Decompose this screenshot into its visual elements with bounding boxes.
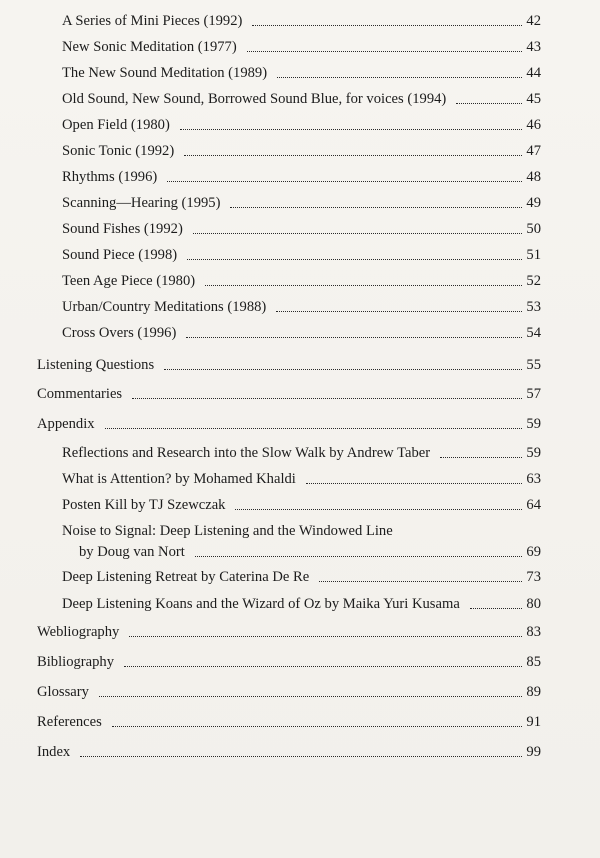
dot-leader (99, 695, 523, 697)
dot-leader (195, 555, 523, 557)
toc-entry[interactable] (62, 444, 541, 462)
toc-entry-references[interactable] (37, 713, 541, 731)
toc-entry-title: Posten Kill by TJ Szewczak (62, 497, 226, 513)
dot-leader (184, 154, 522, 156)
toc-entry-title: Listening Questions (37, 357, 155, 373)
toc-entry-page: 59 (526, 416, 541, 432)
toc-entry-page: 69 (526, 544, 541, 560)
toc-entry-page: 47 (526, 143, 541, 159)
toc-entry-page: 59 (526, 445, 541, 461)
dot-leader (129, 635, 522, 637)
toc-entry-page: 91 (526, 714, 541, 730)
toc-entry-page: 50 (526, 221, 541, 237)
dot-leader (440, 456, 522, 458)
toc-entry-page: 45 (526, 91, 541, 107)
toc-entry[interactable] (62, 324, 541, 342)
toc-entry-title: Deep Listening Koans and the Wizard of Oz by Maika Yuri Kusama (62, 596, 460, 612)
toc-entry-title: Reflections and Research into the Slow Walk by Andrew Taber (62, 445, 431, 461)
toc-entry-page: 63 (526, 471, 541, 487)
toc-entry-title: Appendix (37, 416, 95, 432)
toc-entry[interactable] (62, 220, 541, 238)
toc-entry-webliography[interactable] (37, 623, 541, 641)
toc-entry-glossary[interactable] (37, 683, 541, 701)
toc-entry-title: Noise to Signal: Deep Listening and the Windowed Line (62, 523, 393, 539)
toc-entry-page: 46 (526, 117, 541, 133)
dot-leader (80, 755, 522, 757)
toc-entry-title: What is Attention? by Mohamed Khaldi (62, 471, 296, 487)
dot-leader (247, 50, 523, 52)
toc-entry-title: Index (37, 744, 71, 760)
toc-entry-page: 99 (526, 744, 541, 760)
toc-entry-page: 53 (526, 299, 541, 315)
dot-leader (276, 310, 522, 312)
toc-entry-title-line2: by Doug van Nort (79, 544, 185, 560)
toc-entry-title: Commentaries (37, 386, 123, 402)
toc-entry-title: Old Sound, New Sound, Borrowed Sound Blue, for voices (1994) (62, 91, 447, 107)
toc-entry-title: Rhythms (1996) (62, 169, 158, 185)
toc-entry-title: Bibliography (37, 654, 115, 670)
toc-entry-page: 49 (526, 195, 541, 211)
toc-entry[interactable] (62, 194, 541, 212)
dot-leader (112, 725, 523, 727)
toc-entry-page: 48 (526, 169, 541, 185)
toc-entry-title: New Sonic Meditation (1977) (62, 39, 237, 55)
toc-entry-continuation (62, 543, 541, 561)
toc-entry[interactable] (62, 298, 541, 316)
dot-leader (132, 397, 522, 399)
toc-entry-title: The New Sound Meditation (1989) (62, 65, 268, 81)
toc-entry[interactable] (62, 142, 541, 160)
toc-entry-title: Teen Age Piece (1980) (62, 273, 196, 289)
toc-entry-listening-questions[interactable] (37, 356, 541, 374)
toc-entry-page: 89 (526, 684, 541, 700)
dot-leader (277, 76, 522, 78)
toc-entry-page: 54 (526, 325, 541, 341)
toc-entry-title: Glossary (37, 684, 89, 700)
toc-entry-page: 64 (526, 497, 541, 513)
toc-entry-title: Sound Piece (1998) (62, 247, 178, 263)
toc-entry-bibliography[interactable] (37, 653, 541, 671)
dot-leader (470, 607, 523, 609)
toc-entry[interactable] (62, 38, 541, 56)
toc-entry-title: Sound Fishes (1992) (62, 221, 183, 237)
dot-leader (319, 580, 522, 582)
toc-entry-page: 42 (526, 13, 541, 29)
toc-entry-page: 51 (526, 247, 541, 263)
toc-entry[interactable] (62, 470, 541, 488)
toc-entry[interactable] (62, 64, 541, 82)
toc-entry[interactable] (62, 568, 541, 586)
dot-leader (205, 284, 522, 286)
toc-entry[interactable] (62, 496, 541, 514)
dot-leader (230, 206, 522, 208)
toc-entry-page: 43 (526, 39, 541, 55)
toc-entry[interactable] (62, 168, 541, 186)
toc-entry[interactable] (62, 595, 541, 613)
dot-leader (252, 24, 522, 26)
toc-entry[interactable] (62, 12, 541, 30)
toc-entry-page: 44 (526, 65, 541, 81)
dot-leader (235, 508, 522, 510)
toc-entry-page: 80 (526, 596, 541, 612)
toc-entry-page: 85 (526, 654, 541, 670)
toc-entry[interactable] (62, 522, 541, 561)
toc-entry-page: 73 (526, 569, 541, 585)
dot-leader (105, 427, 523, 429)
toc-entry-title: References (37, 714, 102, 730)
dot-leader (167, 180, 522, 182)
toc-entry-title: Sonic Tonic (1992) (62, 143, 175, 159)
dot-leader (187, 258, 522, 260)
dot-leader (186, 336, 522, 338)
dot-leader (193, 232, 523, 234)
toc-entry-page: 57 (526, 386, 541, 402)
dot-leader (456, 102, 522, 104)
dot-leader (180, 128, 523, 130)
toc-entry-title: Scanning—Hearing (1995) (62, 195, 221, 211)
toc-entry[interactable] (62, 272, 541, 290)
toc-entry-page: 83 (526, 624, 541, 640)
toc-entry-page: 55 (526, 357, 541, 373)
dot-leader (124, 665, 522, 667)
toc-entry[interactable] (62, 116, 541, 134)
toc-entry[interactable] (62, 90, 541, 108)
toc-entry-page: 52 (526, 273, 541, 289)
toc-entry-commentaries[interactable] (37, 385, 541, 403)
dot-leader (164, 368, 522, 370)
toc-entry-title: Urban/Country Meditations (1988) (62, 299, 267, 315)
toc-entry-index[interactable] (37, 743, 541, 761)
dot-leader (306, 482, 523, 484)
toc-entry-appendix[interactable] (37, 415, 541, 433)
toc-entry-title: Webliography (37, 624, 120, 640)
toc-entry[interactable] (62, 246, 541, 264)
toc-entry-title: Open Field (1980) (62, 117, 170, 133)
toc-entry-title: Cross Overs (1996) (62, 325, 177, 341)
toc-entry-title: A Series of Mini Pieces (1992) (62, 13, 243, 29)
toc-entry-title: Deep Listening Retreat by Caterina De Re (62, 569, 310, 585)
